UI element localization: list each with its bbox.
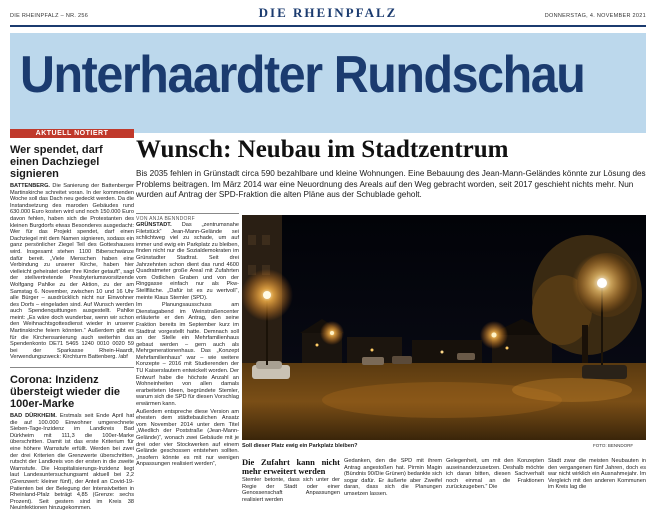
article-lead: Bis 2035 fehlen in Grünstadt circa 590 bezahlbare und kleine Wohnungen. Eine Bebauung des Jean-Mann-Geländes könnte zur Lösung des Problems beitragen. Im März 2014 war eine Neuordnung des Areals auf den Weg gebracht worden, seit 2017 geschieht nichts mehr. Nun wurden auf Antrag der SPD-Fraktion die alten Pläne aus der Schublade geholt. <box>136 169 646 199</box>
article-headline: Wunsch: Neubau im Stadtzentrum <box>136 136 509 163</box>
article-paragraph-3: Außerdem entspreche diese Version am ehesten dem städtebaulichen Ansatz vom November 2014 unter dem Titel „Wiedlich der Poststraße (Jean-Mann-Gelände)“, wonach zwei Gebäude mit je drei oder vier Stockwerken auf einem Gelände geschossen entstehen sollten. „Insofern könnte es mit nur wenigen Anpassungen realisiert werden“, <box>136 408 239 468</box>
newspaper-name: DIE RHEINPFALZ <box>258 5 398 20</box>
sidebar-story-1-text: Die Sanierung der Battenberger Martinskirche schreitet voran. In der kommenden Woche soll das Dach neu gedeckt werden. Da die Instandsetzung des maroden Gebäudes rund 630.000 Euro kosten wird und noch 150.000 Euro davon fehlen, haben sich die Protestanten des kleinen Burgdorfs etwas Besonderes ausgedacht: Wer für das Projekt spendet, darf einen Dachziegel mit dem Namen signieren, sodass ein ganz persönlicher Ziegel Teil des Gotteshauses wird. Insgesamt stehen 1100 Biberschwänze dafür bereit. „Viele Menschen haben eine Verbindung zu unserer Kirche, haben hier vielleicht geheiratet oder ihre Kinder getauft“, sagt der stellvertretende Presbyteriumsvorsitzende Wolfgang Pahlke zu der Aktion, zu der am Samstag 6. November, zwischen 10 und 16 Uhr alle Bürger – ausdrücklich nicht nur Einwohner des Dorfs – eingeladen sind. Auf Wunsch werden auch Spendenquittungen ausgestellt. Pahlke meint: „Es wäre doch wunderbar, wenn wir schon den Weihnachtsgottesdienst wieder in unserer Martinskirche feiern könnten.“ Außerdem gibt es für die Kirchensanierung auch weiterhin das Spendenkonto DE71 5465 1240 0010 0020 59 bei der Sparkasse Rhein-Haardt, Verwendungszweck: Kirchturm Battenberg. /abf <box>10 183 134 361</box>
article-byline: VON ANJA BENNDORF <box>136 213 239 222</box>
article-column-2 <box>242 457 340 503</box>
section-title: Unterhaardter Rundschau <box>20 46 585 104</box>
sidebar-story-1-place: BATTENBERG. <box>10 183 50 189</box>
page-number-info: DIE RHEINPFALZ – NR. 256 <box>10 13 89 19</box>
header-rule <box>10 25 646 27</box>
article-column-5: Stadt zwar die meisten Neubauten in den vergangenen fünf Jahren, doch es war nicht wirklich ein Ausnahmejahr. Im Vergleich mit den anderen Kommunen im Kreis lag die <box>548 458 646 491</box>
article-place: GRÜNSTADT. <box>136 222 172 228</box>
article-paragraph-2: Im Planungsausschuss am Dienstagabend im Weinstraßencenter erläuterte er den Antrag, den seine Fraktion bereits im September kurz im Stadtrat vorgestellt hatte. Demnach soll an der Stelle ein Mehrfamilienhaus gebaut werden – gern auch als Mehrgenerationenhaus. Das „Konzept Mehrfamilienhaus“ war – wie weitere Konzepte – 2016 mit Studierenden der TU Kaiserslautern entwickelt worden. Der Entwurf habe die höchste Anzahl an Wohneinheiten von allen damals erarbeiteten Ideen, begründete Stemler, warum sich die SPD für diesen Vorschlag erwärmen kann. <box>136 302 239 408</box>
article-column-3: Gedanken, den die SPD mit ihrem Antrag angestoßen hat. Pirmin Magin (Bündnis 90/Die Grünen) bedankte sich sogar dafür. Er äußerte aber Zweifel daran, dass sich die Planungen umsetzen lassen. <box>344 458 442 497</box>
article-column-4: Gelegenheit, um mit den Konzepten auseinanderzusetzen. Deshalb möchte ich daran bitten, diesen Sachverhalt noch einmal an die Fraktionen zurückzugeben.“ Die <box>446 458 544 491</box>
article-paragraph-1-text: Das „zentrumsnahe Filetstück“ Jean-Mann-Gelände sei schlichtweg viel zu schade, um auf immer und ewig ein Parkplatz zu bleiben, finden nicht nur die Sozialdemokraten im Grünstadter Stadtrat. Seit drei Jahrzehnten schon dient das rund 4600 Quadratmeter große Areal mit Zufahrten vom Ostlichen Graben und von der Ringgasse einfach nur als Pkw-Stellfläche. „Dafür ist es zu wertvoll“, meinte Klaus Stemler (SPD). <box>136 222 239 301</box>
photo-caption: Soll dieser Platz ewig ein Parkplatz bleiben? <box>242 443 358 449</box>
night-parking-lot-photo <box>242 215 646 440</box>
sidebar-story-2-place: BAD DÜRKHEIM. <box>10 413 57 420</box>
article-paragraph-1 <box>136 222 239 301</box>
issue-date: DONNERSTAG, 4. NOVEMBER 2021 <box>544 13 646 19</box>
sidebar-story-2 <box>10 413 134 512</box>
sidebar-divider <box>10 367 134 368</box>
page-header <box>10 0 646 26</box>
photo-credit: FOTO: BENNDORF <box>593 443 634 448</box>
sidebar-headline-1: Wer spendet, darf einen Dachziegel signieren <box>10 144 103 180</box>
sidebar-story-1 <box>10 183 134 361</box>
article-photo <box>242 215 646 440</box>
sidebar-headline-2: Corona: Inzidenz übersteigt wieder die 100er-Marke <box>10 374 121 411</box>
sidebar-story-2-text: Erstmals seit Ende April hat die auf 100.000 Einwohner umgerechnete Sieben-Tage-Inzidenz im Landkreis Bad Dürkheim mit 111,3 die 100er-Marke überschritten. Damit ist das erste Kriterium für eine höhere Warnstufe erfüllt. Werden bei zwei der drei Kriterien die Grenzwerte überschritten, rutscht der Landkreis von der ersten in die zweite Warnstufe. Die Hospitalisierungs-Inzidenz liegt laut Landesuntersuchungsamt aktuell bei 2,2 (Grenzwert: kleiner fünf), der Anteil an Covid-19-Patienten bei der Belegung der Intensivbetten in Rheinland-Pfalz beträgt 4,85 (Grenze: sechs Prozent). Seit gestern sind im Kreis 38 Neuinfektionen hinzugekommen. <box>10 413 134 512</box>
section-banner <box>10 33 646 133</box>
news-sidebar <box>10 129 134 512</box>
sidebar-tag: AKTUELL NOTIERT <box>10 129 134 138</box>
article-column-2-text: Stemler betonte, dass sich unter der Regie der Stadt oder einer Genossenschaft Anpassungen realisiert werden <box>242 477 340 503</box>
article-subheadline: Die Zufahrt kann nicht mehr erweitert werden <box>242 457 340 476</box>
article-column-1 <box>136 222 239 494</box>
